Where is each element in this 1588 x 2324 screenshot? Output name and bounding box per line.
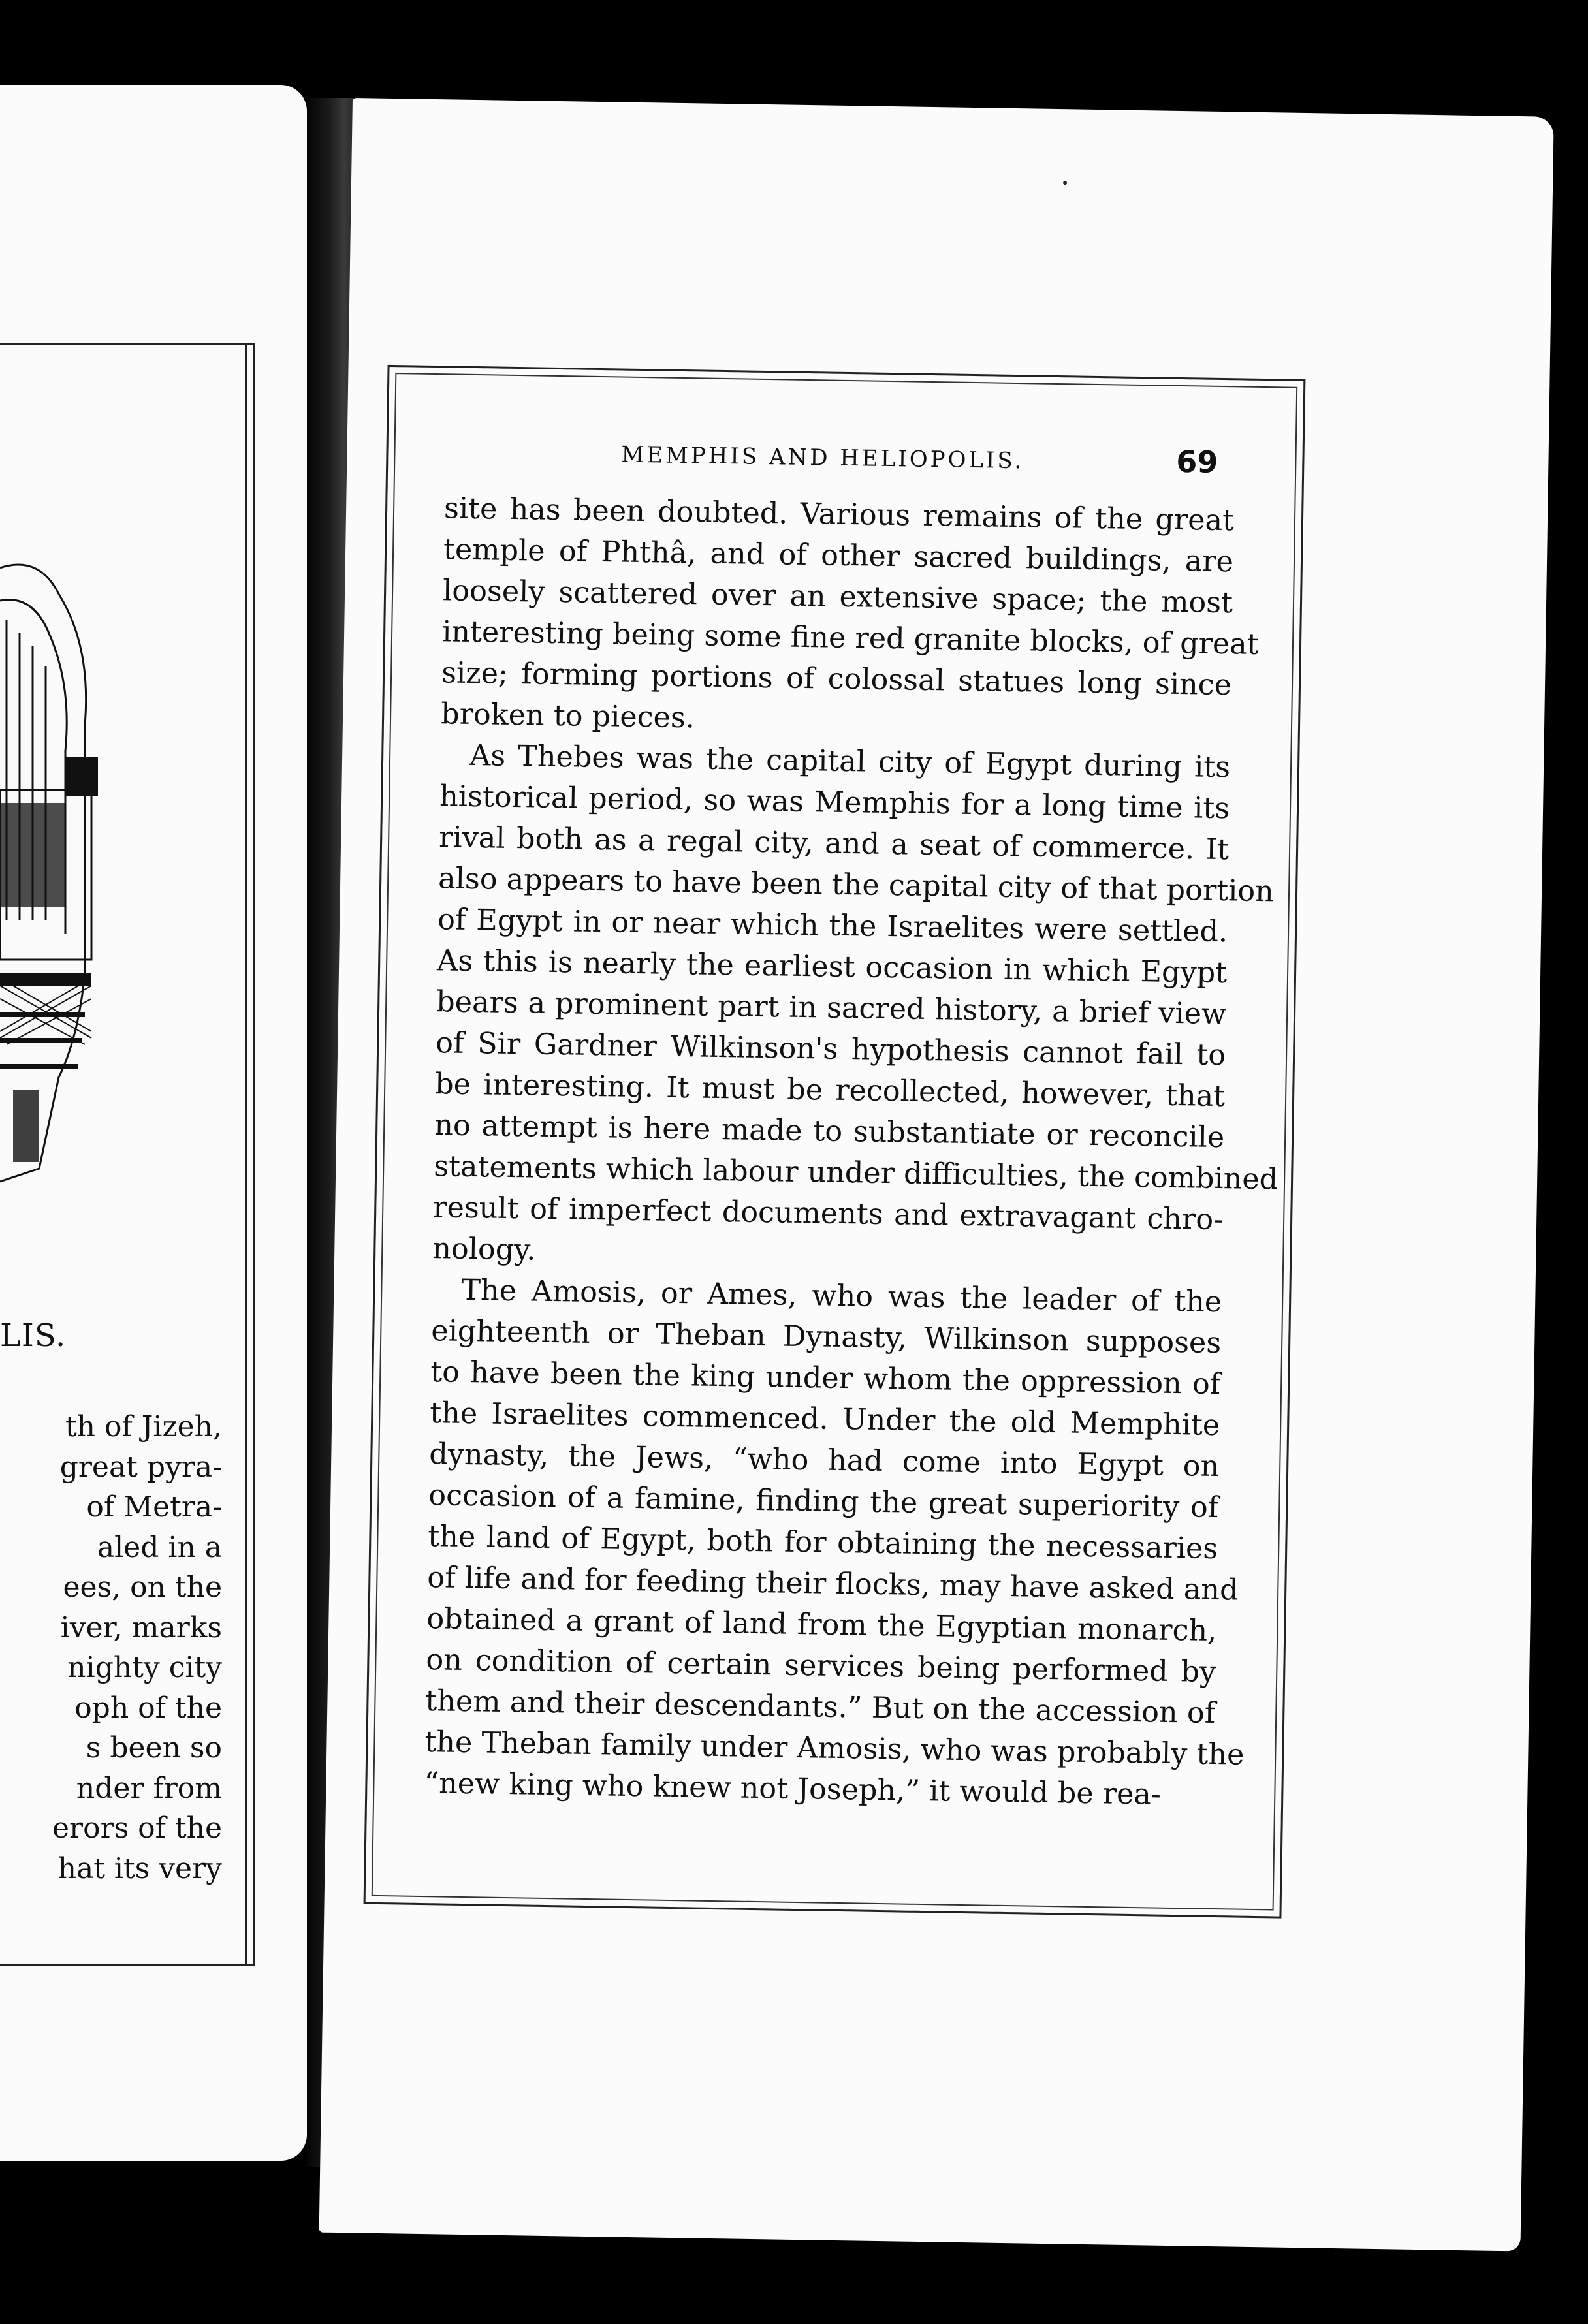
left-text-line: aled in a: [97, 1530, 222, 1564]
left-text-line: iver, marks: [60, 1610, 222, 1644]
text-line: temple of Phthâ, and of other sacred buildings, are: [443, 533, 1234, 579]
text-line: size; forming portions of colossal statues long since: [441, 656, 1232, 702]
speck: [1063, 181, 1067, 185]
text-line: As this is nearly the earliest occasion in which Egypt: [436, 944, 1228, 990]
text-line: no attempt is here made to substantiate or reconcile: [434, 1108, 1225, 1155]
text-line: the Theban family under Amosis, who was probably the: [424, 1725, 1245, 1772]
running-head: MEMPHIS AND HELIOPOLIS.: [621, 441, 1024, 475]
text-line: of life and for feeding their flocks, may have asked and: [427, 1561, 1239, 1607]
left-text-line: great pyra-: [59, 1450, 222, 1484]
right-page: [319, 98, 1554, 2251]
text-line: result of imperfect documents and extravagant chro-: [432, 1191, 1224, 1237]
paragraph: [424, 1269, 1245, 1816]
text-line: broken to pieces.: [440, 697, 695, 735]
text-line: dynasty, the Jews, “who had come into Egypt on: [428, 1437, 1220, 1484]
text-line: eighteenth or Theban Dynasty, Wilkinson supposes: [430, 1314, 1222, 1360]
text-line: rival both as a regal city, and a seat of commerce. It: [438, 821, 1230, 867]
left-text-line: th of Jizeh,: [65, 1410, 222, 1443]
text-line: interesting being some fine red granite blocks, of great: [441, 615, 1260, 661]
text-line: historical period, so was Memphis for a long time its: [439, 779, 1230, 826]
text-line: to have been the king under whom the oppression of: [430, 1355, 1221, 1402]
text-line: on condition of certain services being performed by: [426, 1643, 1216, 1689]
paragraph: [432, 734, 1278, 1281]
text-line: the Israelites commenced. Under the old Memphite: [429, 1396, 1220, 1443]
text-line: “new king who knew not Joseph,” it would be rea-: [424, 1767, 1162, 1812]
left-text-line: hat its very: [57, 1851, 222, 1885]
text-line: nology.: [432, 1232, 537, 1267]
left-text-line: s been so: [86, 1731, 222, 1765]
left-text-line: oph of the: [74, 1691, 222, 1725]
left-text-line: ees, on the: [63, 1571, 222, 1604]
engraving-illustration: [0, 516, 98, 1188]
left-text-line: nighty city: [67, 1651, 222, 1684]
text-line: of Sir Gardner Wilkinson's hypothesis cannot fail to: [435, 1026, 1226, 1073]
paragraph: [440, 488, 1260, 747]
text-line: As Thebes was the capital city of Egypt during its: [469, 738, 1231, 785]
text-line: be interesting. It must be recollected, however, that: [434, 1067, 1226, 1114]
text-line: site has been doubted. Various remains of the great: [443, 492, 1235, 538]
text-line: occasion of a famine, finding the great superiority of: [428, 1479, 1219, 1525]
left-text-line: of Metra-: [86, 1490, 222, 1524]
text-line: also appears to have been the capital city of that portion: [437, 862, 1275, 909]
page-body-text: [424, 488, 1278, 1816]
text-line: obtained a grant of land from the Egyptian monarch,: [426, 1602, 1217, 1648]
left-text-line: nder from: [76, 1771, 222, 1805]
text-line: bears a prominent part in sacred history, a brief view: [436, 985, 1227, 1031]
text-line: the land of Egypt, both for obtaining the necessaries: [428, 1520, 1218, 1566]
text-line: loosely scattered over an extensive space; the most: [442, 574, 1233, 620]
left-page: [0, 85, 307, 2161]
page-number: 69: [1175, 443, 1218, 480]
left-text-line: erors of the: [52, 1812, 222, 1845]
text-line: statements which labour under difficulties, the combined: [433, 1150, 1278, 1197]
text-line: The Amosis, or Ames, who was the leader of the: [460, 1273, 1222, 1319]
left-chapter-heading: LIS.: [0, 1317, 67, 1354]
text-line: of Egypt in or near which the Israelites were settled.: [437, 903, 1228, 949]
text-line: them and their descendants.” But on the accession of: [425, 1684, 1216, 1731]
